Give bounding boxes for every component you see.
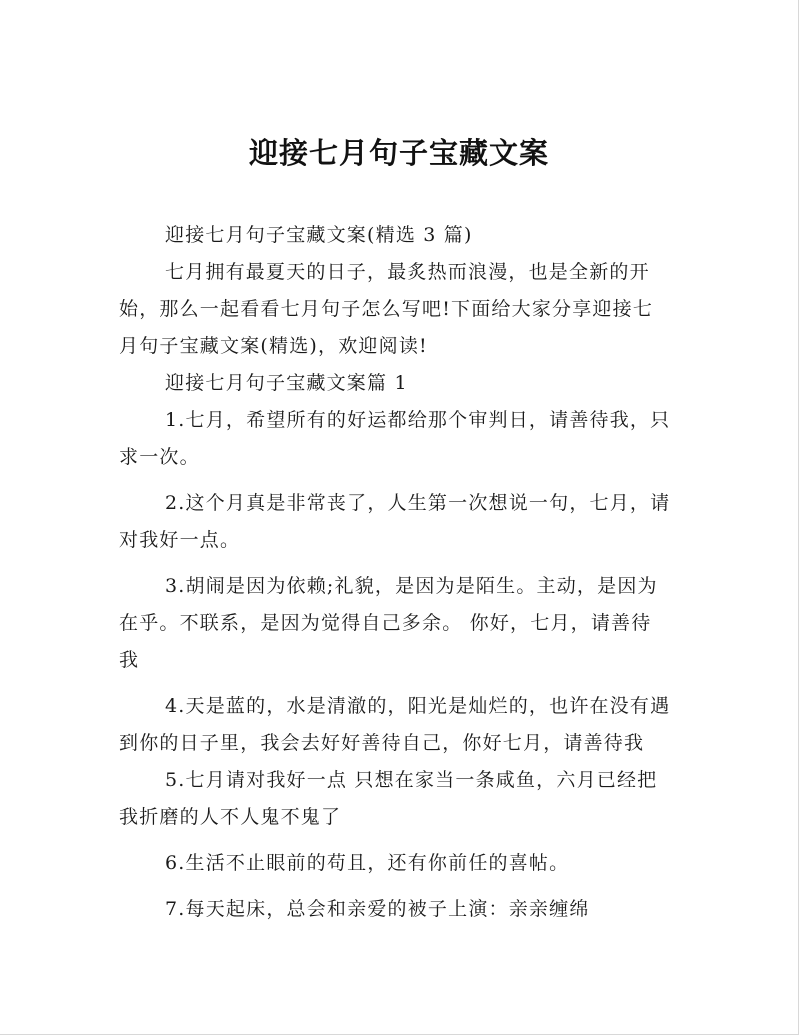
paragraph-line: 在乎。不联系，是因为觉得自己多余。 你好，七月，请善待 [119,612,652,634]
paragraph-line: 2.这个月真是非常丧了，人生第一次想说一句，七月，请 [165,492,671,514]
paragraph-line: 始，那么一起看看七月句子怎么写吧!下面给大家分享迎接七 [119,298,654,320]
paragraph-line: 到你的日子里，我会去好好善待自己，你好七月，请善待我 [119,732,645,754]
paragraph-line: 求一次。 [119,446,200,468]
paragraph-line: 对我好一点。 [119,529,241,551]
paragraph-line: 4.天是蓝的，水是清澈的，阳光是灿烂的，也许在没有遇 [165,695,671,717]
paragraph-line: 1.七月，希望所有的好运都给那个审判日，请善待我，只 [165,409,671,431]
document-body [119,217,685,928]
paragraph-line: 3.胡闹是因为依赖;礼貌，是因为是陌生。主动，是因为 [165,575,658,597]
section-heading: 迎接七月句子宝藏文案篇 1 [165,372,408,394]
paragraph-line: 我折磨的人不人鬼不鬼了 [119,806,342,828]
paragraph-line: 7.每天起床，总会和亲爱的被子上演：亲亲缠绵 [165,898,590,920]
paragraph-line: 我 [119,649,140,671]
paragraph-line: 月句子宝藏文案(精选)，欢迎阅读! [119,335,428,357]
paragraph-line: 6.生活不止眼前的苟且，还有你前任的喜帖。 [165,852,570,874]
paragraph-line: 5.七月请对我好一点 只想在家当一条咸鱼，六月已经把 [165,769,658,791]
paragraph-line: 迎接七月句子宝藏文案(精选 3 篇) [165,224,473,246]
paragraph-line: 七月拥有最夏天的日子，最炙热而浪漫，也是全新的开 [165,261,650,283]
document-title: 迎接七月句子宝藏文案 [248,136,549,170]
